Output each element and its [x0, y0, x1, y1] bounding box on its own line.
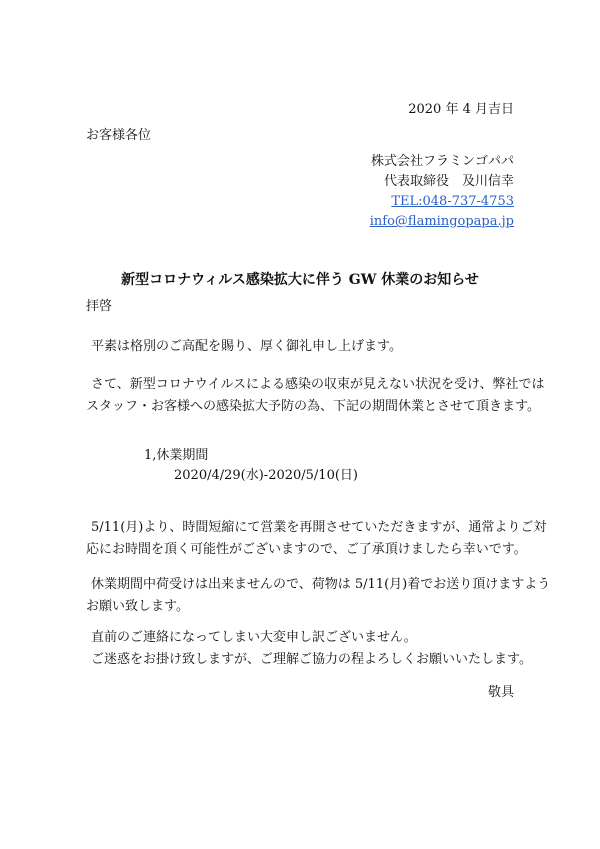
document-title: 新型コロナウィルス感染拡大に伴う GW 休業のお知らせ — [121, 272, 479, 288]
closure-heading: 1,休業期間 — [144, 448, 209, 463]
tel-link[interactable]: TEL:048-737-4753 — [391, 194, 514, 209]
email-link[interactable]: info@flamingopapa.jp — [369, 214, 514, 229]
closing-salutation: 敬具 — [487, 685, 514, 700]
date: 2020 年 4 月吉日 — [408, 102, 514, 117]
paragraph2-line1: 5/11(月)より、時間短縮にて営業を再開させていただきますが、通常よりご対 — [91, 520, 547, 535]
paragraph2-line2: 応にお時間を頂く可能性がございますので、ご了承頂けましたら幸いです。 — [86, 542, 527, 557]
opening-salutation: 拝啓 — [86, 299, 113, 314]
closure-period: 2020/4/29(水)-2020/5/10(日) — [174, 468, 358, 483]
sender-representative: 代表取締役 及川信幸 — [383, 174, 514, 189]
paragraph1-line1: さて、新型コロナウイルスによる感染の収束が見えない状況を受け、弊社では — [91, 377, 545, 392]
paragraph4-line2: ご迷惑をお掛け致しますが、ご理解ご協力の程よろしくお願いいたします。 — [91, 652, 532, 667]
paragraph1-line2: スタッフ・お客様への感染拡大予防の為、下記の期間休業とさせて頂きます。 — [86, 399, 540, 414]
sender-company: 株式会社フラミンゴパパ — [370, 154, 514, 169]
addressee: お客様各位 — [86, 128, 152, 143]
paragraph3-line1: 休業期間中荷受けは出来ませんので、荷物は 5/11(月)着でお送り頂けますよう — [91, 577, 551, 592]
paragraph3-line2: お願い致します。 — [86, 599, 189, 614]
greeting-text: 平素は格別のご高配を賜り、厚く御礼申し上げます。 — [91, 339, 402, 354]
paragraph4-line1: 直前のご連絡になってしまい大変申し訳ございません。 — [91, 630, 417, 645]
